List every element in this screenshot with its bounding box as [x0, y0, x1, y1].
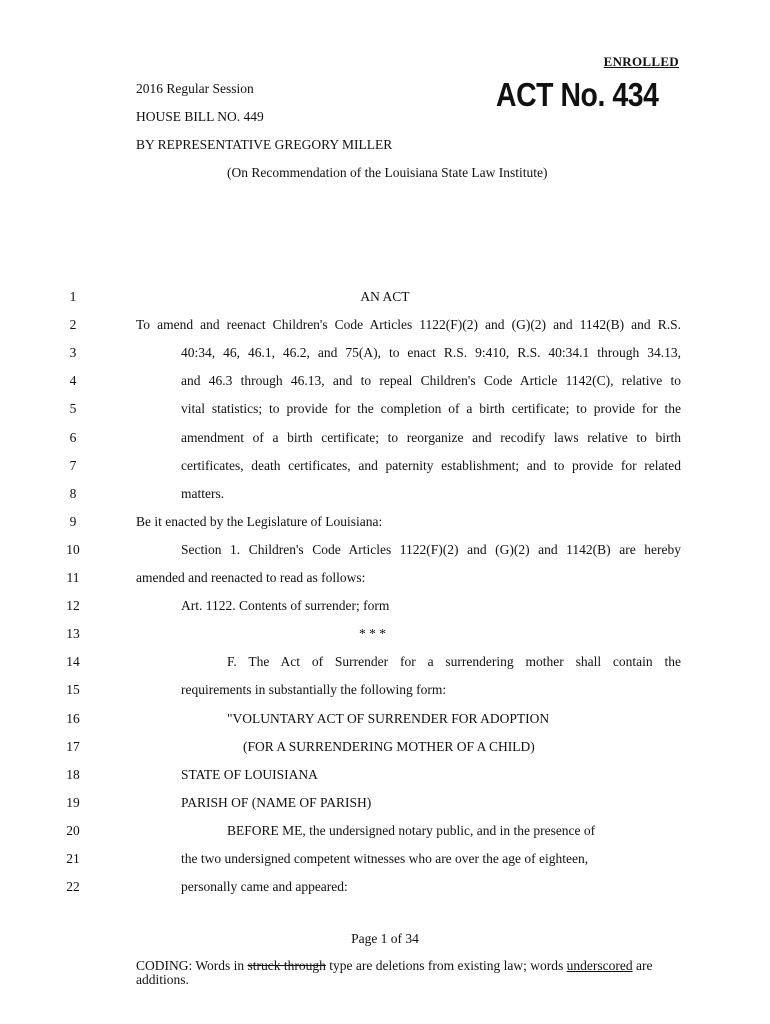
text-line [0, 767, 770, 787]
page-number: Page 1 of 34 [351, 931, 419, 946]
line-text: and 46.3 through 46.13, and to repeal Children's Code Article 1142(C), relative to [181, 373, 681, 389]
text-line [0, 711, 770, 731]
bill-number: HOUSE BILL NO. 449 [136, 109, 264, 124]
text-line [0, 458, 770, 478]
line-text: requirements in substantially the following form: [181, 682, 447, 698]
line-number: 4 [69, 373, 77, 389]
text-line [0, 654, 770, 674]
text-line [0, 401, 770, 421]
line-text: amendment of a birth certificate; to reorganize and recodify laws relative to birth [181, 429, 681, 445]
coding-suffix: are additions. [136, 958, 653, 987]
text-line [0, 289, 770, 309]
line-text: AN ACT [360, 289, 410, 304]
line-number: 1 [69, 289, 77, 304]
line-text: STATE OF LOUISIANA [181, 766, 318, 782]
text-line [0, 682, 770, 702]
text-line [0, 795, 770, 815]
enrolled-label: ENROLLED [603, 54, 679, 69]
line-text: vital statistics; to provide for the completion of a birth certificate; to provide for the [181, 401, 681, 417]
line-number: 22 [66, 879, 80, 895]
line-text: * * * [359, 626, 386, 642]
coding-struck-text: struck through [247, 958, 326, 973]
coding-middle: type are deletions from existing law; words [325, 958, 567, 973]
text-line [0, 879, 770, 899]
line-text: "VOLUNTARY ACT OF SURRENDER FOR ADOPTION [227, 710, 550, 726]
text-line [0, 570, 770, 590]
line-number: 9 [69, 513, 77, 529]
line-number: 7 [69, 457, 77, 473]
line-number: 8 [69, 485, 77, 501]
line-text: matters. [181, 485, 225, 501]
line-text: (FOR A SURRENDERING MOTHER OF A CHILD) [243, 738, 535, 754]
text-line [0, 739, 770, 759]
recommendation-line: (On Recommendation of the Louisiana State Law Institute) [227, 165, 548, 180]
text-line [0, 345, 770, 365]
line-text: 40:34, 46, 46.1, 46.2, and 75(A), to enact R.S. 9:410, R.S. 40:34.1 through 34.13, [181, 345, 681, 361]
line-number: 5 [69, 401, 77, 417]
line-number: 3 [69, 345, 77, 361]
coding-prefix: CODING: Words in [136, 958, 248, 973]
author-line: BY REPRESENTATIVE GREGORY MILLER [136, 137, 393, 152]
line-text: amended and reenacted to read as follows: [136, 570, 366, 585]
line-number: 15 [66, 682, 80, 698]
session-label: 2016 Regular Session [136, 81, 254, 96]
line-number: 21 [66, 851, 80, 866]
text-line [0, 851, 770, 871]
line-text: F. The Act of Surrender for a surrendering mother shall contain the [227, 654, 681, 670]
line-text: Art. 1122. Contents of surrender; form [181, 598, 390, 614]
act-number: ACT No. 434 [496, 76, 659, 113]
text-line [0, 823, 770, 843]
line-number: 14 [66, 654, 80, 670]
line-text: personally came and appeared: [181, 879, 348, 895]
coding-note [136, 959, 681, 987]
line-text: Be it enacted by the Legislature of Louisiana: [136, 513, 383, 529]
line-text: Section 1. Children's Code Articles 1122(F)(2) and (G)(2) and 1142(B) are hereby [181, 541, 681, 557]
text-line [0, 542, 770, 562]
coding-underscored-text: underscored [566, 958, 633, 973]
line-number: 2 [69, 317, 77, 333]
line-number: 6 [69, 429, 77, 445]
line-number: 20 [66, 822, 80, 838]
line-number: 12 [66, 598, 80, 614]
line-number: 13 [66, 626, 80, 642]
line-number: 17 [66, 738, 80, 754]
line-number: 19 [66, 794, 80, 810]
line-text: BEFORE ME, the undersigned notary public, and in the presence of [227, 822, 596, 838]
text-line [0, 626, 770, 646]
line-text: PARISH OF (NAME OF PARISH) [181, 794, 372, 810]
text-line [0, 514, 770, 534]
line-number: 10 [66, 541, 80, 557]
line-text: certificates, death certificates, and paternity establishment; and to provide for related [181, 457, 681, 473]
text-line [0, 598, 770, 618]
line-text: To amend and reenact Children's Code Articles 1122(F)(2) and (G)(2) and 1142(B) and R.S. [136, 317, 681, 333]
text-line [0, 486, 770, 506]
line-number: 11 [66, 570, 80, 585]
line-text: the two undersigned competent witnesses who are over the age of eighteen, [181, 851, 589, 866]
line-number: 16 [66, 710, 80, 726]
line-number: 18 [66, 766, 80, 782]
text-line [0, 317, 770, 337]
text-line [0, 373, 770, 393]
text-line [0, 430, 770, 450]
